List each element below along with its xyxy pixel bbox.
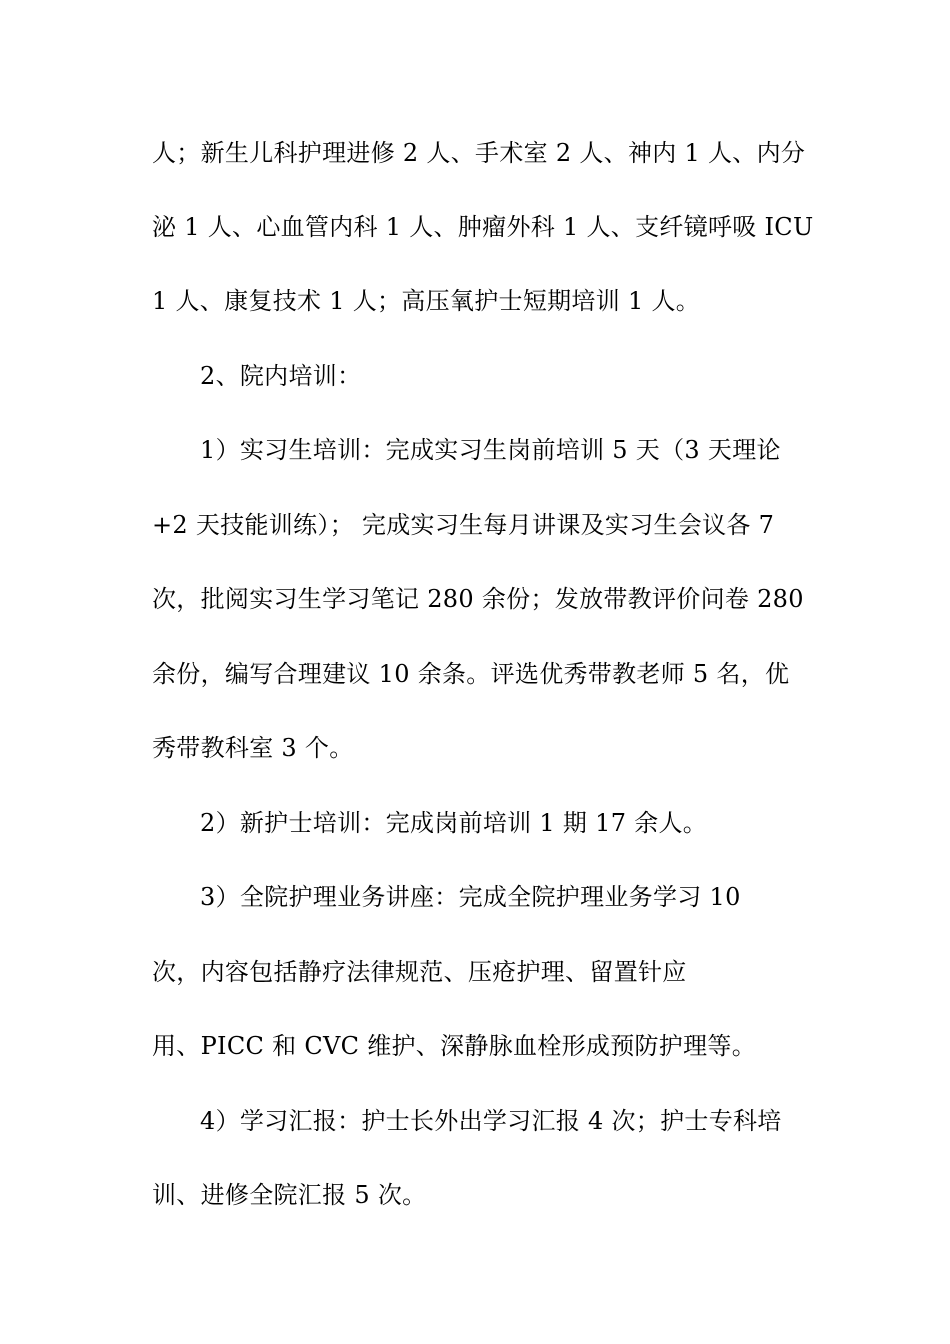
text-line: 秀带教科室 3 个。 xyxy=(152,734,354,762)
text-line: 3）全院护理业务讲座：完成全院护理业务学习 10 xyxy=(200,883,741,911)
text-line: +2 天技能训练）； 完成实习生每月讲课及实习生会议各 7 xyxy=(152,511,775,539)
text-line: 训、进修全院汇报 5 次。 xyxy=(152,1181,427,1209)
text-line: 4）学习汇报：护士长外出学习汇报 4 次；护士专科培 xyxy=(200,1107,782,1135)
text-line: 余份，编写合理建议 10 余条。评选优秀带教老师 5 名，优 xyxy=(152,660,790,688)
text-line: 次，批阅实习生学习笔记 280 余份；发放带教评价问卷 280 xyxy=(152,585,804,613)
text-line: 次，内容包括静疗法律规范、压疮护理、留置针应 xyxy=(152,958,687,986)
text-line: 人；新生儿科护理进修 2 人、手术室 2 人、神内 1 人、内分 xyxy=(152,139,806,167)
section-heading: 2、院内培训： xyxy=(200,362,362,390)
text-line: 2）新护士培训：完成岗前培训 1 期 17 余人。 xyxy=(200,809,708,837)
text-line: 1 人、康复技术 1 人；高压氧护士短期培训 1 人。 xyxy=(152,287,701,315)
text-line: 泌 1 人、心血管内科 1 人、肿瘤外科 1 人、支纤镜呼吸 ICU xyxy=(152,213,814,241)
text-line: 用、PICC 和 CVC 维护、深静脉血栓形成预防护理等。 xyxy=(152,1032,756,1060)
text-line: 1）实习生培训：完成实习生岗前培训 5 天（3 天理论 xyxy=(200,436,781,464)
